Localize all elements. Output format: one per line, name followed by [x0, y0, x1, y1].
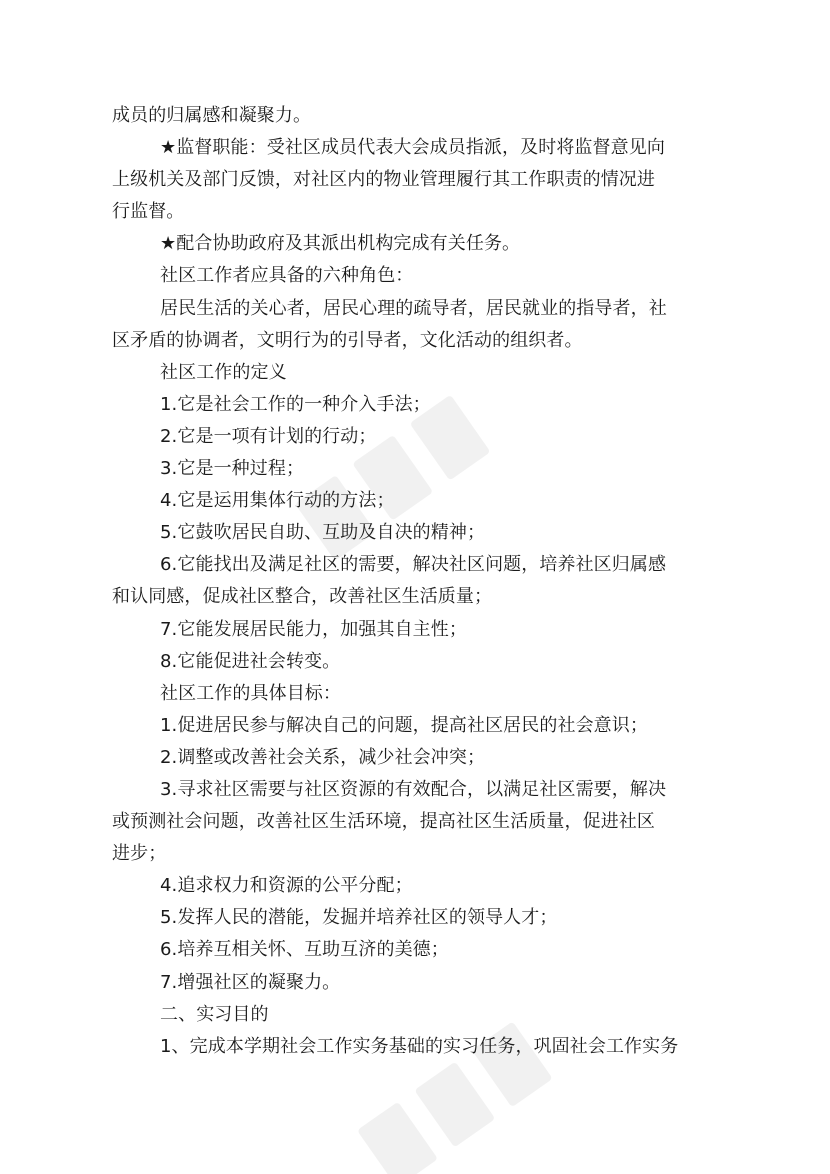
text-line: ★配合协助政府及其派出机构完成有关任务。	[160, 233, 521, 255]
text-line: 2.调整或改善社会关系，减少社会冲突；	[160, 746, 486, 768]
text-line: 5.发挥人民的潜能，发掘并培养社区的领导人才；	[160, 907, 558, 929]
text-line: 和认同感，促成社区整合，改善社区生活质量；	[112, 586, 493, 608]
text-line: 进步；	[112, 843, 167, 865]
text-line: 3.它是一种过程；	[160, 458, 305, 480]
text-line: 2.它是一项有计划的行动；	[160, 425, 377, 447]
text-line: 7.增强社区的凝聚力。	[160, 971, 341, 993]
text-line: 6.它能找出及满足社区的需要，解决社区问题，培养社区归属感	[160, 554, 667, 576]
text-line: 1、完成本学期社会工作实务基础的实习任务，巩固社会工作实务	[160, 1035, 679, 1057]
document-body	[112, 100, 707, 1063]
text-line: 或预测社会问题，改善社区生活环境，提高社区生活质量，促进社区	[112, 811, 655, 833]
text-line: 社区工作的具体目标：	[160, 682, 341, 704]
text-line: 6.培养互相关怀、互助互济的美德；	[160, 939, 449, 961]
text-line: 1.它是社会工作的一种介入手法；	[160, 393, 431, 415]
text-line: 社区工作的定义	[160, 361, 287, 383]
text-line: 7.它能发展居民能力，加强其自主性；	[160, 618, 467, 640]
text-line: 成员的归属感和凝聚力。	[112, 105, 312, 126]
text-line: 5.它鼓吹居民自助、互助及自决的精神；	[160, 522, 486, 544]
text-line: 上级机关及部门反馈，对社区内的物业管理履行其工作职责的情况进	[112, 169, 655, 191]
text-line: 3.寻求社区需要与社区资源的有效配合，以满足社区需要，解决	[160, 778, 667, 800]
text-line: 8.它能促进社会转变。	[160, 650, 341, 672]
text-line: 1.促进居民参与解决自己的问题，提高社区居民的社会意识；	[160, 714, 648, 736]
text-line: 行监督。	[112, 201, 185, 223]
text-line: ★监督职能：受社区成员代表大会成员指派，及时将监督意见向	[160, 137, 665, 159]
text-line: 4.追求权力和资源的公平分配；	[160, 875, 413, 897]
text-line: 区矛盾的协调者，文明行为的引导者，文化活动的组织者。	[112, 329, 583, 351]
text-line: 4.它是运用集体行动的方法；	[160, 490, 395, 512]
text-line: 居民生活的关心者，居民心理的疏导者，居民就业的指导者，社	[160, 297, 667, 319]
text-line: 二、实习目的	[160, 1003, 269, 1025]
text-line: 社区工作者应具备的六种角色：	[160, 265, 414, 287]
